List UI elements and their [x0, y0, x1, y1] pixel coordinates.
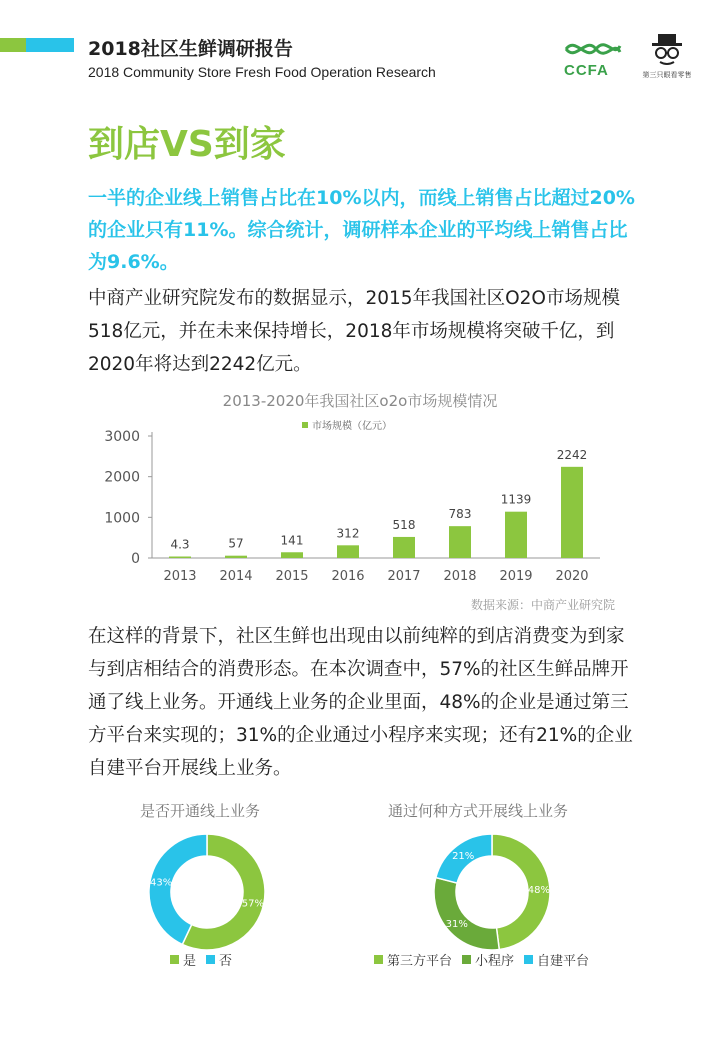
- legend-swatch-no: [206, 955, 215, 964]
- y-tick-label: 1000: [104, 510, 140, 527]
- bar: [393, 537, 415, 558]
- donut-2-title: 通过何种方式开展线上业务: [388, 802, 569, 820]
- bar-value-label: 1139: [500, 492, 532, 507]
- header-accent-green: [0, 38, 26, 52]
- bar-value-label: 518: [392, 517, 416, 532]
- legend-swatch-third-party: [374, 955, 383, 964]
- bar: [281, 552, 303, 558]
- ccfa-logo-text: CCFA: [564, 62, 609, 79]
- chart-title: 2013-2020年我国社区o2o市场规模情况: [222, 392, 498, 410]
- donut-1-legend: [170, 950, 242, 969]
- legend-label-no: 否: [219, 954, 233, 969]
- legend-swatch-self-built: [524, 955, 533, 964]
- bar: [169, 557, 191, 559]
- bar: [449, 526, 471, 558]
- ccfa-logo: [562, 34, 622, 82]
- section-title: 到店VS到家: [88, 124, 286, 165]
- header-accent-blue: [26, 38, 74, 52]
- x-tick-label: 2020: [555, 569, 589, 584]
- legend-item-yes: [170, 950, 196, 969]
- donut-2-legend: [374, 950, 599, 969]
- bar: [505, 512, 527, 558]
- legend-item-third-party: [374, 950, 452, 969]
- chart-source: 数据来源：中商产业研究院: [470, 598, 615, 612]
- legend-item-mini-program: [462, 950, 514, 969]
- y-tick-label: 0: [131, 551, 140, 567]
- body-paragraph-2: 在这样的背景下，社区生鲜也出现由以前纯粹的到店消费变为到家与到店相结合的消费形态。在本次调查中，57%的社区生鲜品牌开通了线上业务。开通线上业务的企业里面，48%的企业是通过第三方平台来实现的；31%的企业通过小程序来实现；还有21%的企业自建平台开展线上业务。: [88, 626, 633, 779]
- legend-item-self-built: [524, 950, 589, 969]
- bar-value-label: 141: [280, 533, 304, 548]
- x-tick-label: 2017: [387, 569, 421, 584]
- x-tick-label: 2014: [219, 569, 253, 584]
- chart-legend-label: 市场规模（亿元）: [312, 421, 392, 432]
- market-size-chart: [90, 386, 630, 618]
- bar: [337, 545, 359, 558]
- x-tick-label: 2019: [499, 569, 533, 584]
- legend-label-self-built: 自建平台: [537, 954, 590, 969]
- y-tick-label: 2000: [104, 469, 140, 486]
- donut-value-label: 21%: [452, 850, 475, 862]
- x-tick-label: 2018: [443, 569, 477, 584]
- donut-1-title: 是否开通线上业务: [140, 802, 261, 820]
- bar-value-label: 783: [448, 507, 472, 522]
- legend-label-yes: 是: [183, 954, 197, 969]
- bar-value-label: 312: [336, 526, 360, 541]
- bar-value-label: 57: [228, 536, 244, 551]
- donut-slice: [434, 878, 499, 950]
- glasses-hat-icon: [636, 32, 698, 70]
- donut-value-label: 48%: [527, 885, 551, 897]
- legend-swatch-yes: [170, 955, 179, 964]
- bar: [561, 467, 583, 558]
- x-tick-label: 2016: [331, 569, 365, 584]
- highlight-text: 一半的企业线上销售占比在10%以内，而线上销售占比超过20%的企业只有11%。综合统计，调研样本企业的平均线上销售占比为9.6%。: [88, 187, 635, 273]
- online-channel-donut-chart: [430, 830, 554, 954]
- y-tick-label: 3000: [104, 429, 140, 445]
- legend-item-no: [206, 950, 232, 969]
- chart-legend-swatch: [302, 422, 308, 428]
- bar-value-label: 2242: [556, 447, 588, 462]
- x-tick-label: 2015: [275, 569, 309, 584]
- partner-logo: [636, 32, 698, 82]
- donut-value-label: 57%: [241, 898, 264, 910]
- market-size-bar-chart: [90, 386, 630, 618]
- donut-value-label: 31%: [445, 919, 468, 931]
- legend-label-mini-program: 小程序: [475, 954, 515, 969]
- x-tick-label: 2013: [163, 569, 197, 584]
- partner-logo-text: 第三只眼看零售: [642, 71, 692, 79]
- ccfa-logo-mark: [562, 34, 622, 64]
- donut-value-label: 43%: [150, 877, 173, 889]
- report-subtitle: 2018 Community Store Fresh Food Operation Research: [88, 64, 436, 80]
- body-paragraph-1: 中商产业研究院发布的数据显示，2015年我国社区O2O市场规模518亿元，并在未来保持增长，2018年市场规模将突破千亿，到2020年将达到2242亿元。: [88, 288, 620, 375]
- report-title: 2018社区生鲜调研报告: [88, 38, 293, 60]
- bar: [225, 556, 247, 558]
- online-business-donut-chart: [145, 830, 269, 954]
- legend-label-third-party: 第三方平台: [387, 954, 453, 969]
- bar-value-label: 4.3: [170, 537, 190, 552]
- legend-swatch-mini-program: [462, 955, 471, 964]
